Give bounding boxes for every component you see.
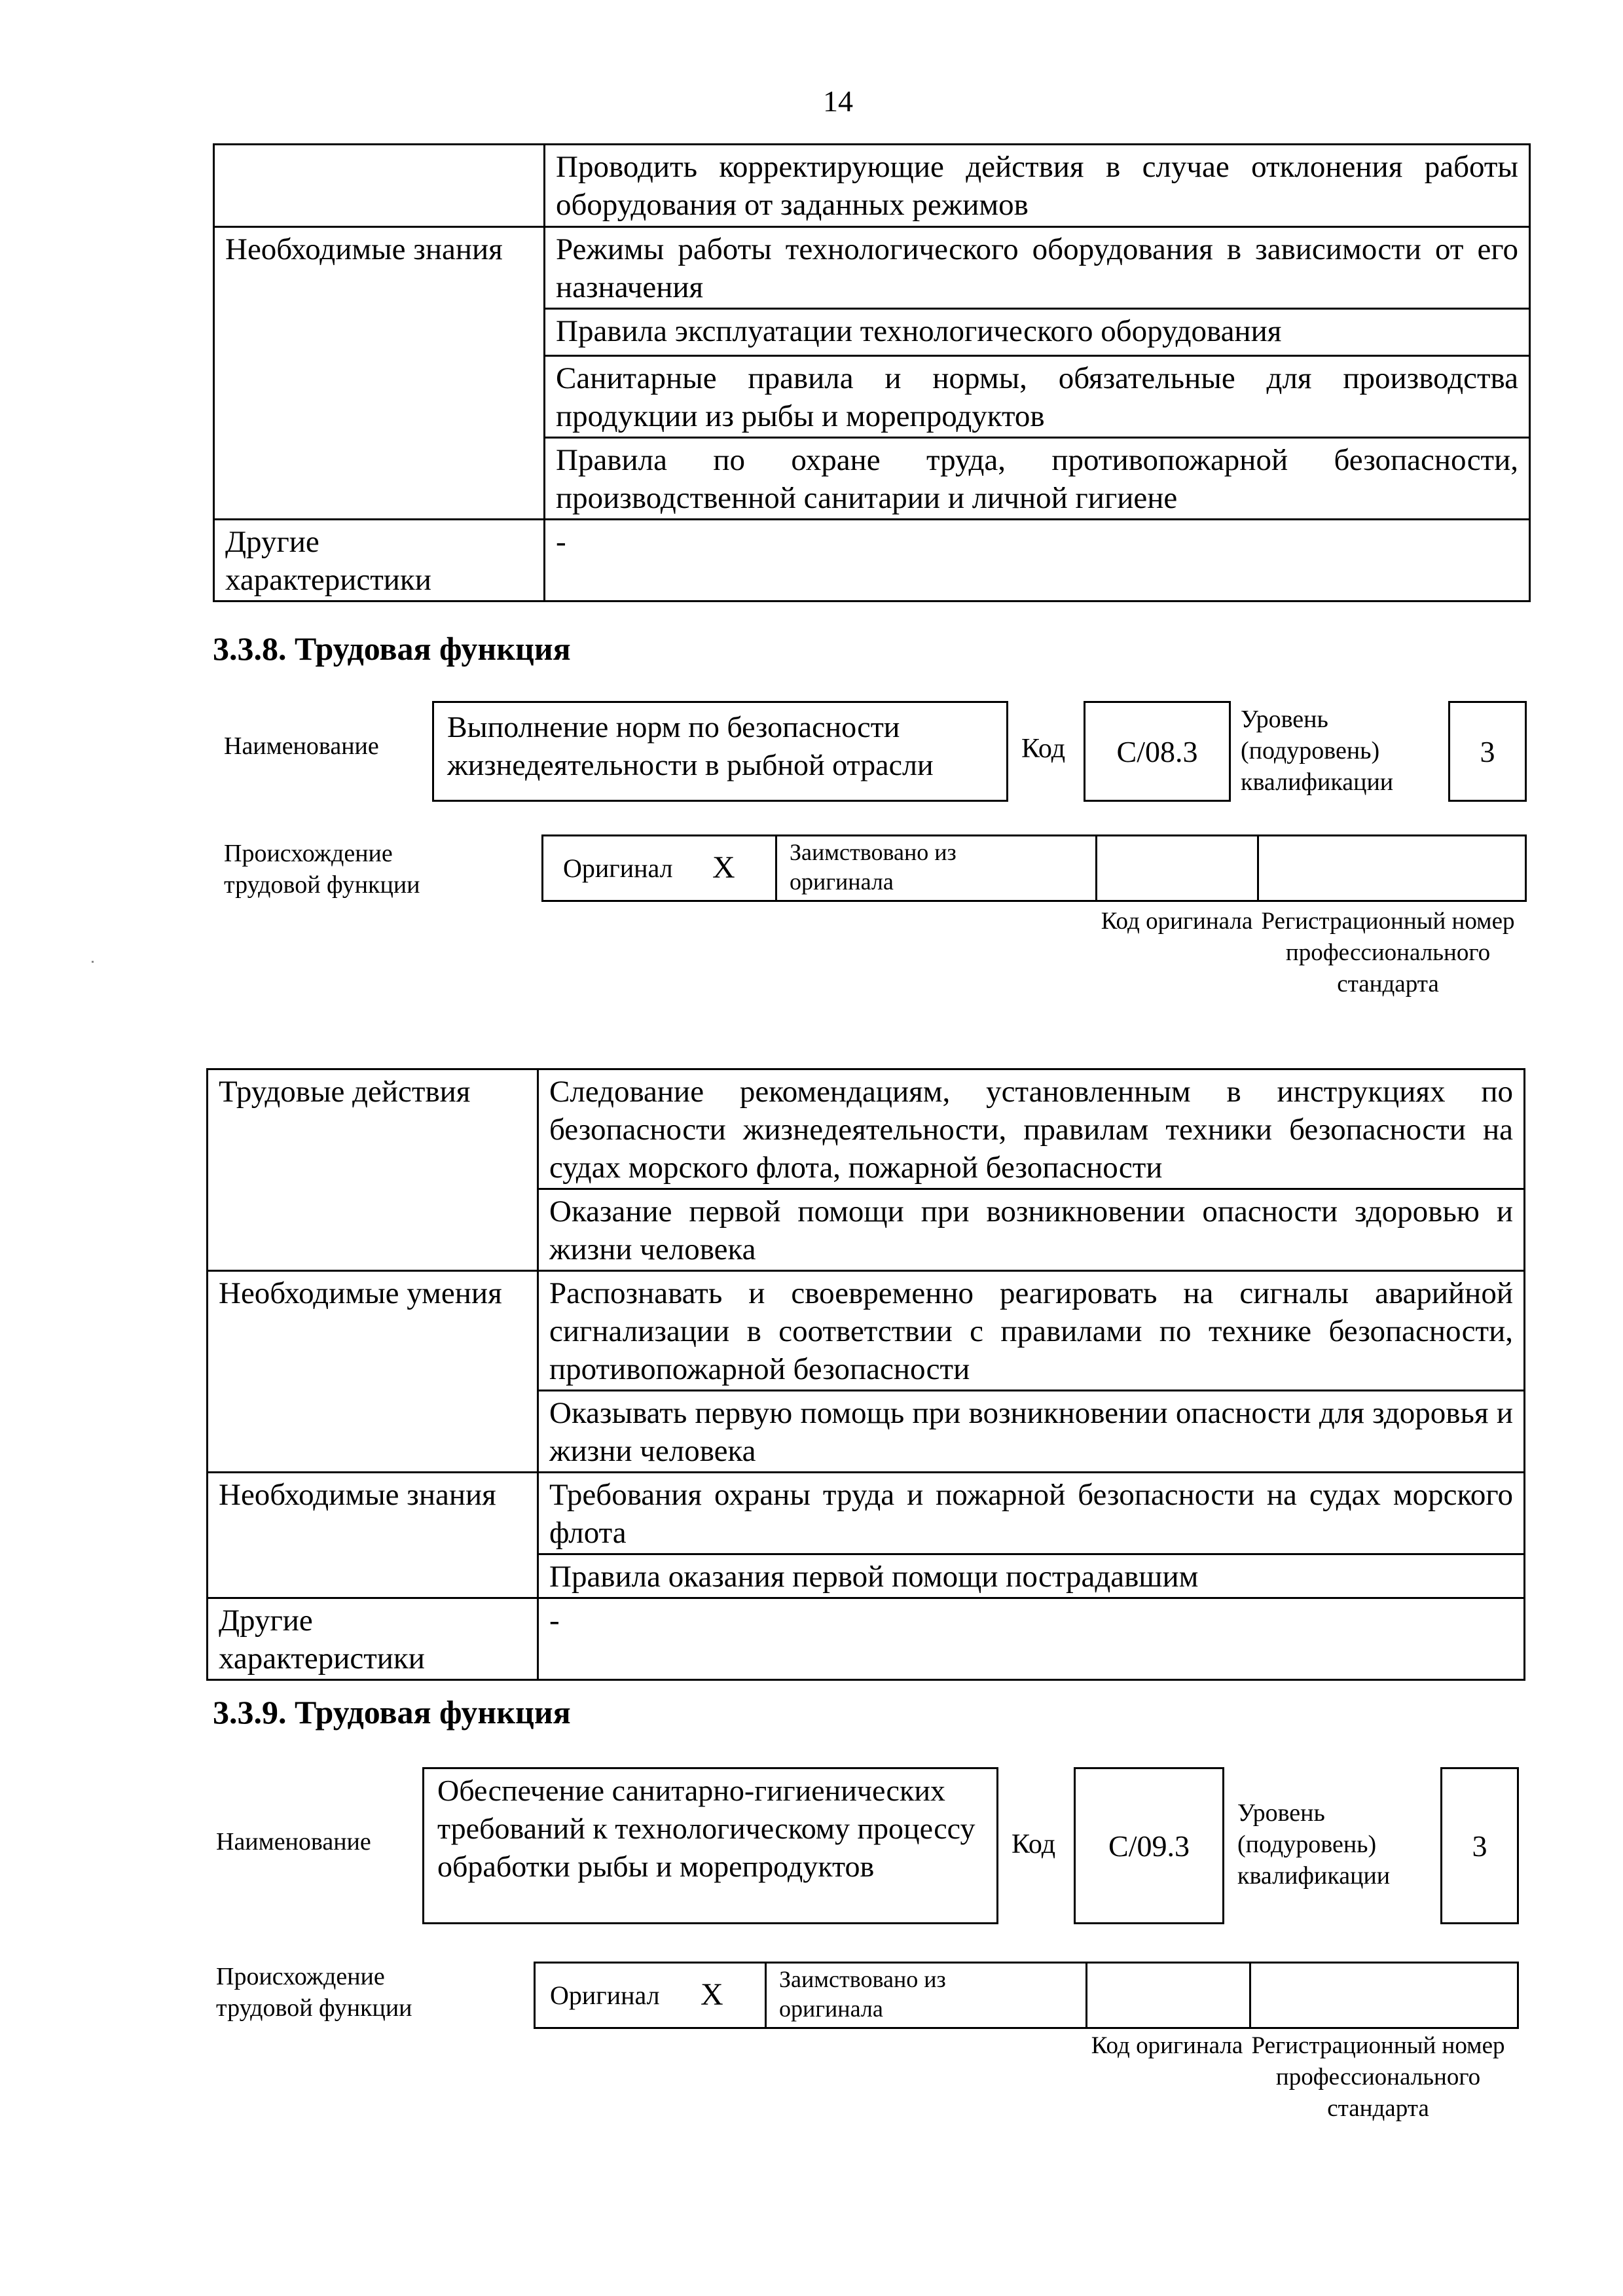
row-label: Необходимые умения: [208, 1271, 538, 1473]
row-item: Оказание первой помощи при возникновении опасности здоровью и жизни человека: [538, 1189, 1525, 1271]
origin-label: Происхождение трудовой функции: [216, 1963, 412, 2022]
reg-number-caption: Регистрационный номер профессионального стандарта: [1251, 2032, 1505, 2122]
name-label: Наименование: [224, 732, 379, 760]
divider: [765, 1964, 767, 2027]
table-row: [208, 1598, 1525, 1680]
row-label: Необходимые знания: [214, 227, 545, 520]
function-name-box: Выполнение норм по безопасности жизнедеятельности в рыбной отрасли: [432, 701, 1008, 802]
section-title-339: 3.3.9. Трудовая функция: [213, 1694, 571, 1731]
row-item: Режимы работы технологического оборудования в зависимости от его назначения: [545, 227, 1530, 309]
continuation-table: [213, 143, 1531, 602]
table-row: [208, 1473, 1525, 1554]
row-label: Необходимые знания: [208, 1473, 538, 1598]
row-label: [214, 145, 545, 227]
reg-number-caption: Регистрационный номер профессионального стандарта: [1261, 908, 1515, 997]
row-label: Трудовые действия: [208, 1069, 538, 1271]
row-item: Правила оказания первой помощи пострадавшим: [538, 1554, 1525, 1598]
section-title-338: 3.3.8. Трудовая функция: [213, 630, 571, 667]
code-original-caption: Код оригинала: [1091, 2032, 1243, 2059]
row-item: Требования охраны труда и пожарной безопасности на судах морского флота: [538, 1473, 1525, 1554]
original-mark: X: [712, 850, 735, 885]
code-label: Код: [1012, 1829, 1056, 1859]
row-item: Следование рекомендациям, установленным в инструкциях по безопасности жизнедеятельности, правилам техники безопасности на судах морского флота, пожарной безопасности: [538, 1069, 1525, 1189]
divider: [1249, 1964, 1251, 2027]
table-row: [208, 1271, 1525, 1391]
table-row: [214, 227, 1530, 309]
origin-table: [534, 1962, 1519, 2029]
row-item: Оказывать первую помощь при возникновении опасности для здоровья и жизни человека: [538, 1391, 1525, 1473]
labor-function-table: [206, 1068, 1525, 1681]
code-original-caption: Код оригинала: [1101, 908, 1253, 935]
row-item: Правила эксплуатации технологического оборудования: [545, 309, 1530, 356]
table-row: [208, 1069, 1525, 1189]
code-box: C/09.3: [1074, 1767, 1224, 1924]
borrowed-label: Заимствовано из оригинала: [790, 839, 957, 895]
divider: [775, 836, 777, 900]
level-box: 3: [1440, 1767, 1519, 1924]
row-item: Распознавать и своевременно реагировать на сигналы аварийной сигнализации в соответствии с правилами по технике безопасности, противопожарной безопасности: [538, 1271, 1525, 1391]
divider: [1085, 1964, 1087, 2027]
code-label: Код: [1021, 734, 1066, 764]
row-label: Другие характеристики: [208, 1598, 538, 1680]
row-item: -: [538, 1598, 1525, 1680]
origin-table: [541, 834, 1527, 902]
table-row: [214, 145, 1530, 227]
original-label: Оригинал: [550, 1981, 660, 2010]
row-item: Правила по охране труда, противопожарной безопасности, производственной санитарии и личной гигиене: [545, 438, 1530, 520]
page-number: 14: [823, 84, 853, 118]
row-item: -: [545, 520, 1530, 601]
name-label: Наименование: [216, 1828, 371, 1856]
original-mark: X: [701, 1977, 723, 2012]
scan-speck: [92, 961, 94, 963]
divider: [1257, 836, 1259, 900]
row-item: Санитарные правила и нормы, обязательные для производства продукции из рыбы и морепродуктов: [545, 356, 1530, 438]
origin-label: Происхождение трудовой функции: [224, 840, 420, 899]
row-item: Проводить корректирующие действия в случае отклонения работы оборудования от заданных режимов: [545, 145, 1530, 227]
code-box: C/08.3: [1084, 701, 1231, 802]
function-name-box: Обеспечение санитарно-гигиенических требований к технологическому процессу обработки рыбы и морепродуктов: [422, 1767, 998, 1924]
original-label: Оригинал: [563, 853, 673, 883]
divider: [1095, 836, 1097, 900]
level-label: Уровень (подуровень) квалификации: [1237, 1799, 1391, 1890]
row-label: Другие характеристики: [214, 520, 545, 601]
table-row: [214, 520, 1530, 601]
level-box: 3: [1448, 701, 1527, 802]
level-label: Уровень (подуровень) квалификации: [1241, 706, 1394, 796]
borrowed-label: Заимствовано из оригинала: [779, 1966, 946, 2022]
